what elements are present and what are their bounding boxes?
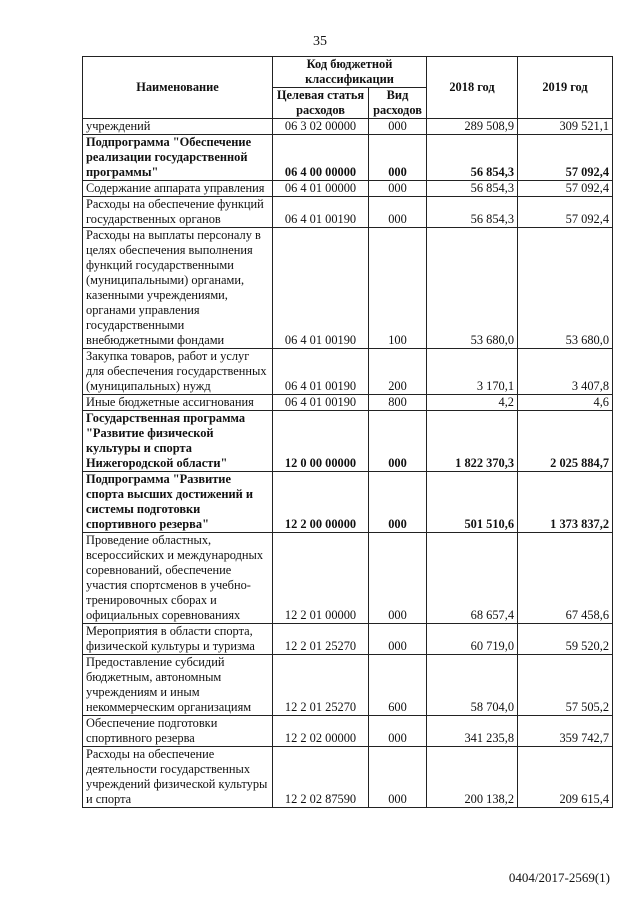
table-row xyxy=(83,197,613,228)
row-2018: 200 138,2 xyxy=(427,747,518,808)
row-type: 600 xyxy=(369,655,427,716)
header-year1: 2018 год xyxy=(427,57,518,119)
row-code: 12 2 02 00000 xyxy=(273,716,369,747)
header-year2: 2019 год xyxy=(518,57,613,119)
row-type: 000 xyxy=(369,197,427,228)
row-name: Мероприятия в области спорта, физической культуры и туризма xyxy=(83,624,273,655)
table-row xyxy=(83,533,613,624)
row-name: Проведение областных, всероссийских и международных соревнований, обеспечение участия спортсменов в учебно-тренировочных сборах и официальных соревнованиях xyxy=(83,533,273,624)
row-type: 000 xyxy=(369,716,427,747)
row-2019: 4,6 xyxy=(518,395,613,411)
row-name: Содержание аппарата управления xyxy=(83,181,273,197)
row-2018: 1 822 370,3 xyxy=(427,411,518,472)
header-classification: Код бюджетной классификации xyxy=(273,57,427,88)
row-name: Государственная программа "Развитие физической культуры и спорта Нижегородской области" xyxy=(83,411,273,472)
row-name: Обеспечение подготовки спортивного резерва xyxy=(83,716,273,747)
row-type: 000 xyxy=(369,411,427,472)
row-code: 12 2 01 00000 xyxy=(273,533,369,624)
row-type: 000 xyxy=(369,747,427,808)
table-row xyxy=(83,228,613,349)
row-2018: 289 508,9 xyxy=(427,119,518,135)
row-2018: 60 719,0 xyxy=(427,624,518,655)
header-name: Наименование xyxy=(83,57,273,119)
row-code: 12 2 00 00000 xyxy=(273,472,369,533)
row-2019: 59 520,2 xyxy=(518,624,613,655)
row-name: Закупка товаров, работ и услуг для обеспечения государственных (муниципальных) нужд xyxy=(83,349,273,395)
row-code: 12 2 01 25270 xyxy=(273,624,369,655)
row-name: Иные бюджетные ассигнования xyxy=(83,395,273,411)
row-2018: 501 510,6 xyxy=(427,472,518,533)
row-2018: 56 854,3 xyxy=(427,135,518,181)
row-code: 06 4 01 00190 xyxy=(273,395,369,411)
row-type: 000 xyxy=(369,624,427,655)
row-type: 000 xyxy=(369,472,427,533)
table-row xyxy=(83,135,613,181)
row-2019: 309 521,1 xyxy=(518,119,613,135)
row-code: 12 2 01 25270 xyxy=(273,655,369,716)
row-name: Расходы на обеспечение функций государственных органов xyxy=(83,197,273,228)
row-code: 06 4 01 00190 xyxy=(273,228,369,349)
row-type: 000 xyxy=(369,181,427,197)
row-code: 06 4 01 00190 xyxy=(273,349,369,395)
table-body xyxy=(83,119,613,808)
table-row xyxy=(83,411,613,472)
row-2019: 2 025 884,7 xyxy=(518,411,613,472)
row-2019: 67 458,6 xyxy=(518,533,613,624)
row-2019: 53 680,0 xyxy=(518,228,613,349)
row-2018: 4,2 xyxy=(427,395,518,411)
table-row xyxy=(83,472,613,533)
row-type: 100 xyxy=(369,228,427,349)
row-code: 12 0 00 00000 xyxy=(273,411,369,472)
budget-table xyxy=(82,56,613,808)
row-2019: 1 373 837,2 xyxy=(518,472,613,533)
row-code: 06 4 01 00000 xyxy=(273,181,369,197)
table-row xyxy=(83,655,613,716)
table-row xyxy=(83,624,613,655)
table-row xyxy=(83,349,613,395)
row-2019: 57 092,4 xyxy=(518,135,613,181)
table-row xyxy=(83,395,613,411)
row-2018: 68 657,4 xyxy=(427,533,518,624)
row-type: 000 xyxy=(369,119,427,135)
row-code: 06 4 01 00190 xyxy=(273,197,369,228)
table-header xyxy=(83,57,613,119)
row-2018: 58 704,0 xyxy=(427,655,518,716)
row-name: Подпрограмма "Обеспечение реализации государственной программы" xyxy=(83,135,273,181)
row-2018: 56 854,3 xyxy=(427,197,518,228)
row-2018: 53 680,0 xyxy=(427,228,518,349)
row-code: 12 2 02 87590 xyxy=(273,747,369,808)
row-2018: 56 854,3 xyxy=(427,181,518,197)
table-row xyxy=(83,747,613,808)
page-number: 35 xyxy=(313,34,327,49)
row-2019: 359 742,7 xyxy=(518,716,613,747)
table-row xyxy=(83,119,613,135)
document-code: 0404/2017-2569(1) xyxy=(508,870,610,885)
row-code: 06 4 00 00000 xyxy=(273,135,369,181)
row-type: 800 xyxy=(369,395,427,411)
row-2018: 3 170,1 xyxy=(427,349,518,395)
row-name: Предоставление субсидий бюджетным, автономным учреждениям и иным некоммерческим организациям xyxy=(83,655,273,716)
row-2019: 57 092,4 xyxy=(518,181,613,197)
row-type: 000 xyxy=(369,533,427,624)
row-code: 06 3 02 00000 xyxy=(273,119,369,135)
row-name: Расходы на обеспечение деятельности государственных учреждений физической культуры и спорта xyxy=(83,747,273,808)
row-name: Подпрограмма "Развитие спорта высших достижений и системы подготовки спортивного резерва" xyxy=(83,472,273,533)
row-type: 200 xyxy=(369,349,427,395)
table-row xyxy=(83,181,613,197)
row-2018: 341 235,8 xyxy=(427,716,518,747)
row-name: учреждений xyxy=(83,119,273,135)
header-target-item: Целевая статья расходов xyxy=(273,88,369,119)
row-2019: 57 092,4 xyxy=(518,197,613,228)
row-2019: 209 615,4 xyxy=(518,747,613,808)
table-row xyxy=(83,716,613,747)
row-type: 000 xyxy=(369,135,427,181)
row-2019: 57 505,2 xyxy=(518,655,613,716)
row-2019: 3 407,8 xyxy=(518,349,613,395)
row-name: Расходы на выплаты персоналу в целях обеспечения выполнения функций государственными (муниципальными) органами, казенными учреждениями, органами управления государственными внебюджетными фондами xyxy=(83,228,273,349)
header-expense-type: Вид расходов xyxy=(369,88,427,119)
